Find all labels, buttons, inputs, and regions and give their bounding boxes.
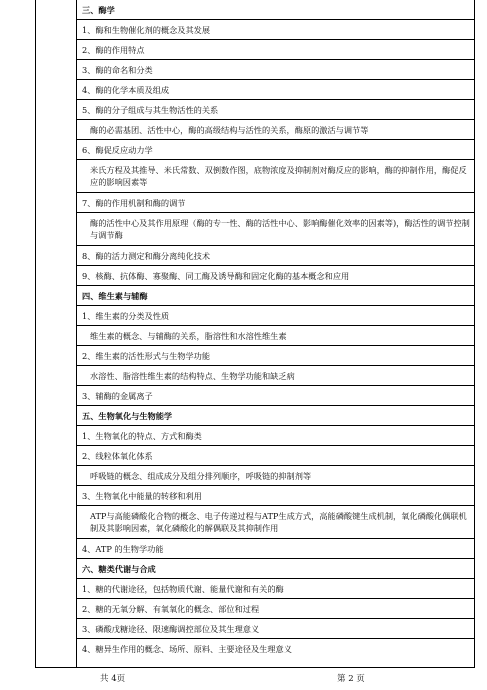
syllabus-item: 3、生物氧化中能量的转移和利用 xyxy=(76,486,475,506)
total-pages: 共 4页 xyxy=(100,674,126,684)
syllabus-item: 3、磷酸戊糖途径、限速酶调控部位及其生理意义 xyxy=(76,619,475,639)
syllabus-item: 1、生物氧化的特点、方式和酶类 xyxy=(76,426,475,446)
item-description: ATP与高能磷酸化合物的概念、电子传递过程与ATP生成方式，高能磷酸键生成机制，氧化磷酸化偶联机制及其影响因素，氧化磷酸化的解偶联及其抑制作用 xyxy=(76,506,475,539)
item-description: 维生素的概念、与辅酶的关系，脂溶性和水溶性维生素 xyxy=(76,326,475,346)
syllabus-item: 4、ATP 的生物学功能 xyxy=(76,539,475,559)
syllabus-item: 3、辅酶的金属离子 xyxy=(76,386,475,406)
syllabus-item: 1、糖的代谢途径，包括物质代谢、能量代谢和有关的酶 xyxy=(76,579,475,599)
section-heading: 五、生物氧化与生物能学 xyxy=(76,406,475,426)
syllabus-item: 4、糖异生作用的概念、场所、原料、主要途径及生理意义 xyxy=(82,644,292,654)
item-description: 呼吸链的概念、组成成分及组分排列顺序，呼吸链的抑制剂等 xyxy=(76,466,475,486)
item-description: 酶的必需基团、活性中心，酶的高级结构与活性的关系，酶原的激活与调节等 xyxy=(76,120,475,140)
item-description: 水溶性、脂溶性维生素的结构特点、生物学功能和缺乏病 xyxy=(76,366,475,386)
syllabus-content xyxy=(76,0,475,659)
syllabus-item: 6、酶促反应动力学 xyxy=(76,140,475,160)
syllabus-item: 5、酶的分子组成与其生物活性的关系 xyxy=(76,100,475,120)
syllabus-item: 2、酶的作用特点 xyxy=(76,40,475,60)
section-heading: 六、糖类代谢与合成 xyxy=(76,559,475,579)
syllabus-item: 7、酶的作用机制和酶的调节 xyxy=(76,193,475,213)
syllabus-item: 2、线粒体氧化体系 xyxy=(76,446,475,466)
syllabus-item: 3、酶的命名和分类 xyxy=(76,60,475,80)
syllabus-item: 8、酶的活力测定和酶分离纯化技术 xyxy=(76,246,475,266)
syllabus-item: 9、核酶、抗体酶、寡聚酶、同工酶及诱导酶和固定化酶的基本概念和应用 xyxy=(76,266,475,286)
syllabus-item: 4、酶的化学本质及组成 xyxy=(76,80,475,100)
syllabus-item: 1、酶和生物催化剂的概念及其发展 xyxy=(76,20,475,40)
syllabus-item: 2、维生素的活性形式与生物学功能 xyxy=(76,346,475,366)
section-heading: 三、酶学 xyxy=(76,0,475,20)
item-description: 酶的活性中心及其作用原理（酶的专一性、酶的活性中心、影响酶催化效率的因素等)，酶活性的调节控制与调节酶 xyxy=(76,213,475,246)
syllabus-item: 1、维生素的分类及性质 xyxy=(76,306,475,326)
current-page: 第 2 页 xyxy=(337,674,365,684)
section-heading: 四、维生素与辅酶 xyxy=(76,286,475,306)
syllabus-item: 2、糖的无氧分解、有氧氧化的概念、部位和过程 xyxy=(76,599,475,619)
item-description: 米氏方程及其推导、米氏常数、双倒数作图，底物浓度及抑制剂对酶反应的影响，酶的抑制作用，酶促反应的影响因素等 xyxy=(76,160,475,193)
